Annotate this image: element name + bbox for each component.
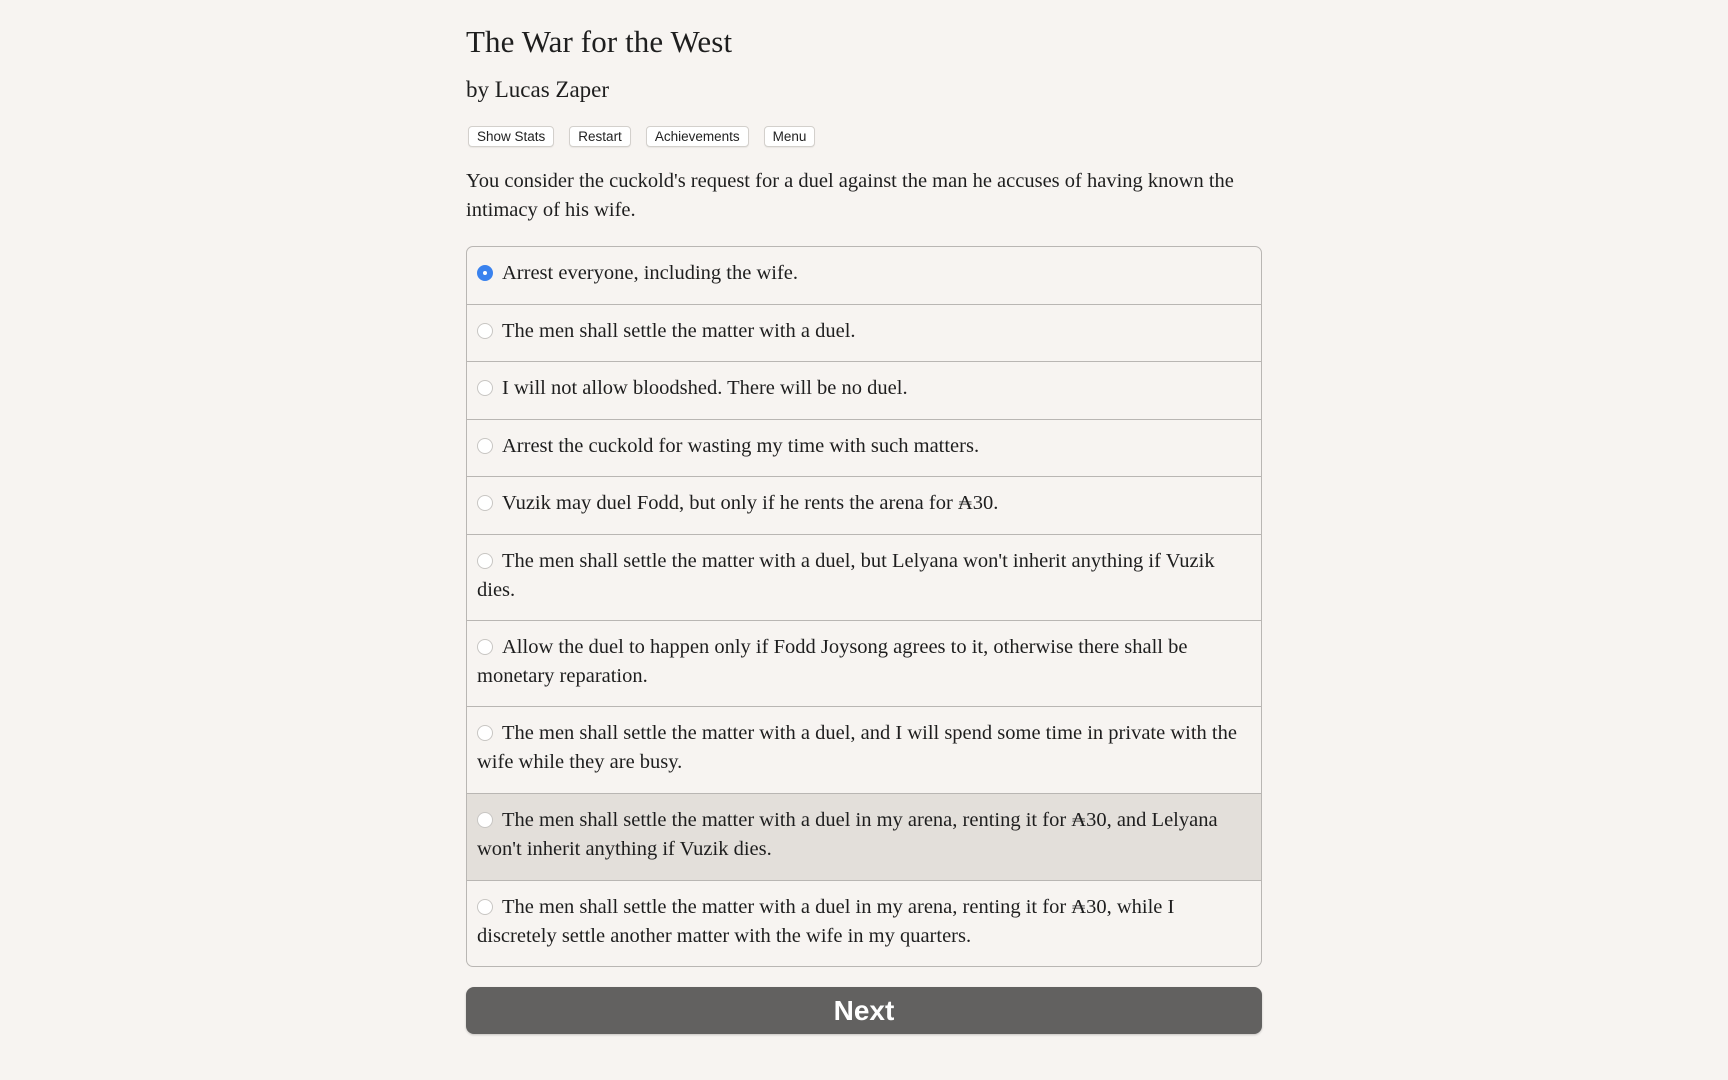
radio-selected-icon[interactable] [477,265,493,281]
game-title: The War for the West [466,24,733,59]
choice-option-4[interactable] [467,420,1261,477]
choice-option-1[interactable] [467,247,1261,305]
author-byline: by Lucas Zaper [466,77,610,102]
choice-option-8[interactable] [467,707,1261,794]
story-text: You consider the cuckold's request for a duel against the man he accuses of having known the intimacy of his wife. [466,170,1234,221]
next-button[interactable]: Next [466,987,1262,1034]
choice-label: Arrest the cuckold for wasting my time with such matters. [502,435,980,457]
radio-icon[interactable] [477,553,493,569]
radio-icon[interactable] [477,438,493,454]
choice-label: The men shall settle the matter with a duel in my arena, renting it for ₳30, and Lelyana won't inherit anything if Vuzik dies. [477,809,1218,860]
radio-icon[interactable] [477,323,493,339]
choice-option-3[interactable] [467,362,1261,420]
choice-option-2[interactable] [467,305,1261,362]
choice-option-10[interactable] [467,881,1261,967]
radio-icon[interactable] [477,380,493,396]
radio-icon[interactable] [477,639,493,655]
choice-label: Vuzik may duel Fodd, but only if he rents the arena for ₳30. [502,492,999,514]
menu-button[interactable]: Menu [764,126,816,147]
radio-icon[interactable] [477,899,493,915]
show-stats-button[interactable]: Show Stats [468,126,554,147]
choice-label: Arrest everyone, including the wife. [502,262,799,284]
restart-button[interactable]: Restart [569,126,631,147]
choice-label: Allow the duel to happen only if Fodd Joysong agrees to it, otherwise there shall be monetary reparation. [477,636,1188,687]
choice-option-7[interactable] [467,621,1261,707]
radio-icon[interactable] [477,725,493,741]
choice-label: The men shall settle the matter with a duel, and I will spend some time in private with the wife while they are busy. [477,722,1237,773]
choice-label: The men shall settle the matter with a duel, but Lelyana won't inherit anything if Vuzik dies. [477,550,1215,601]
achievements-button[interactable]: Achievements [646,126,749,147]
choice-option-9[interactable] [467,794,1261,881]
choice-option-6[interactable] [467,535,1261,621]
choice-label: The men shall settle the matter with a duel. [502,320,856,342]
choice-option-5[interactable] [467,477,1261,535]
radio-icon[interactable] [477,495,493,511]
choice-label: I will not allow bloodshed. There will be no duel. [502,377,908,399]
choice-label: The men shall settle the matter with a duel in my arena, renting it for ₳30, while I discretely settle another matter with the wife in my quarters. [477,896,1175,947]
toolbar [468,126,815,147]
radio-icon[interactable] [477,812,493,828]
choice-list [466,246,1262,967]
